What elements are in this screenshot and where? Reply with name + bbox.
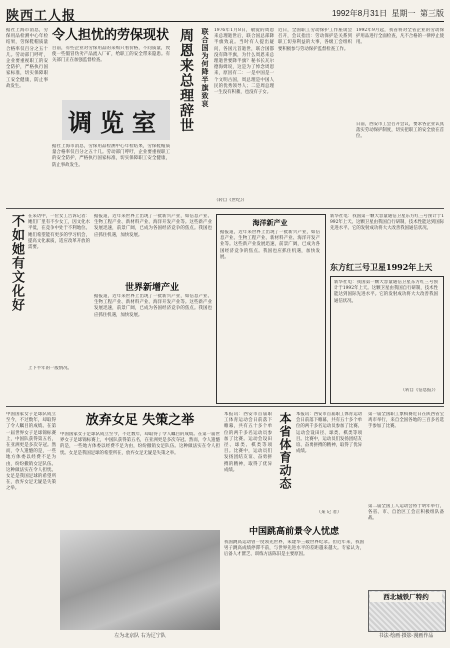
bottom-right-column-b: 第二届全国工人运动会将于明年举行，各省、市、自治区工会正积极组队备战。 [368,504,444,522]
zhou-enlai-body: 1976年1月8日，敬爱的周恩来总理逝世后，联合国总部降半旗致哀。当时有人提出疑问，各国元首逝世，联合国都没有降半旗，为什么周恩来总理逝世要降半旗？秘书长瓦尔德海姆说，这是为了悼念周恩来，原因有二：一是中国是一个文明古国，周总理是中国人民的优秀领导人；二是周总理一生没有积蓄，也没有子女。 [214,28,274,96]
ocean-industry-body: 据报道，近年来世界上出现了一批新兴产业，如信息产业、生物工程产业、新材料产业、海洋开发产业等。这些新产业发展迅速，前景广阔，已成为各国经济竞争的焦点。我国也应抓住机遇，加快发展。 [220,230,320,260]
page-number: 第三版 [420,9,444,18]
sports-news-body: 本报讯：西安市首届职工体育运动会日前落下帷幕，共有五十多个单位的两千多名运动员参加了比赛。运动会设田径、球类、棋类等项目。比赛中，运动员们发扬团结友谊、奋勇拼搏的精神，取得了优异成绩。 [296,412,362,455]
masthead-meta [332,8,444,19]
satellite-intro-body: 新华社电：我国第一颗大容量通信卫星东方红三号预计于1992年上天。这颗卫星由我国自行研制，技术性能达到国际先进水平。它的发射成功将大大改善我国通信状况。 [330,214,444,232]
new-industries-body: 据报道，近年来世界上出现了一批新兴产业，如信息产业、生物工程产业、新材料产业、海洋开发产业等。这些新产业发展迅速，前景广阔，已成为各国经济竞争的焦点。我国也应抓住机遇，加快发展。 [94,294,212,318]
sponsor-ad-caption: 书法·绘画·摄影·漫画作品 [378,633,434,639]
bottom-right-column-a: 第一届全国职工象棋赛近日在陕西省宝鸡市举行，来自全国各地的三百多名选手参加了比赛。 [368,412,444,430]
satellite-byline: （转自《信息报》） [400,388,438,393]
top-right-column-c: 日前，西安市工会召开会议，要求各企业认真落实劳动保护制度，切实把职工的安全放在首位。 [356,122,444,140]
section-divider-top [6,208,444,209]
reading-room-banner: 调览室 [62,100,170,140]
culture-body: 在采访中，一位女工告诉记者：她们厂里有不少女工，因文化水平低，在竞争中处于不利地位。她们希望能有更多的学习机会，提高文化素质，适应改革开放的需要。 [28,214,90,251]
sports-news-column-a: 本报讯：西安市首届职工体育运动会日前落下帷幕，共有五十多个单位的两千多名运动员参加了比赛。运动会设田径、球类、棋类等项目。比赛中，运动员们发扬团结友谊、奋勇拼搏的精神，取得了优异成绩。 [224,412,272,473]
ocean-industry-subheadline: 海洋新产业 [252,218,288,227]
sports-vertical-headline: 本省体育动态 [278,412,292,490]
football-photo-caption: 左为北京队 右为辽宁队 [114,633,166,639]
sports-news-byline: （某 记 者） [316,510,342,515]
section-divider-middle [6,406,444,407]
industry-intro-body: 据报道，近年来世界上出现了一批新兴产业，如信息产业、生物工程产业、新材料产业、海洋开发产业等。这些新产业发展迅速，前景广阔，已成为各国经济竞争的焦点。我国也应抓住机遇，加快发展。 [94,214,212,238]
top-right-column-b: 1992年9月起，我省将对全省企业的劳动保护用品进行全面检查，凡不合格的一律停止使用。 [356,28,444,46]
masthead [6,5,444,22]
top-left-column-a: 据社上海市消息，劳保用品检测中心年检结果，劳保鞋帽质量合格率仅百分之五十几。劳动部门呼吁，企业要重视职工的安全防护，严格执行国家标准，切实保障职工安全健康，防止事故发生。 [6,28,48,89]
high-jump-headline: 中国跳高前景令人忧虑 [248,527,339,536]
newspaper-name: 陕西工人报 [6,9,77,24]
satellite-headline: 东方红三号卫星1992年上天 [330,262,433,272]
worker-safety-headline: 令人担忧的劳保现状 [52,28,170,43]
issue-weekday: 星期一 [391,9,416,18]
football-match-photo [60,530,220,630]
culture-note: 上下半年的一般情况。 [28,366,72,371]
new-industries-headline: 世界新增产业 [124,283,179,292]
zhou-enlai-vertical-headline: 周恩来总理辞世 [178,28,194,133]
worker-safety-body: 目前，有些企业对劳保用品的采购只看价格，不问质量，致使一些假冒伪劣产品流入厂矿，给职工的安全带来隐患。有关部门正在加强监督检查。 [52,46,170,64]
satellite-body: 新华社电：我国第一颗大容量通信卫星东方红三号预计于1992年上天。这颗卫星由我国自行研制，技术性能达到国际先进水平。它的发射成功将大大改善我国通信状况。 [334,280,438,304]
reading-room-body: 据社上海市消息，劳保用品检测中心年检结果，劳保鞋帽质量合格率仅百分之五十几。劳动部门呼吁，企业要重视职工的安全防护，严格执行国家标准，切实保障职工安全健康，防止事故发生。 [52,144,170,168]
culture-vertical-headline: 不如她有文化好 [9,214,24,312]
high-jump-body: 我国跳高运动曾一度领先世界，朱建华三破世界纪录。但近年来，我国男子跳高成绩停滞不前，与世界先进水平的差距越来越大。专家认为，后备人才匮乏、训练方法陈旧是主要原因。 [224,540,364,558]
sponsor-ad-label: 西北城铁厂特约 [370,592,442,602]
womens-football-headline: 放弃女足 失策之举 [85,413,195,428]
womens-football-column-a: 中国国家女子足球队成立至今，不过数年，却取得了令人瞩目的成绩。在第一届世界女子足球锦标赛上，中国队获得第五名，在亚洲更是多次夺冠。然而，令人遗憾的是，一些地方体委以经费不足为由，纷纷撤销女足队伍。这种做法实在令人担忧。女足是我国足球的希望所在，放弃女足无疑是失策之举。 [6,412,56,492]
un-flag-subheadline: 联合国为何降半旗致哀 [201,28,210,108]
womens-football-body: 中国国家女子足球队成立至今，不过数年，却取得了令人瞩目的成绩。在第一届世界女子足球锦标赛上，中国队获得第五名，在亚洲更是多次夺冠。然而，令人遗憾的是，一些地方体委以经费不足为由，纷纷撤销女足队伍。这种做法实在令人担忧。女足是我国足球的希望所在，放弃女足无疑是失策之举。 [60,432,220,456]
top-right-column-a: 近日，全国职工劳动保护工作座谈会召开，会议指出：劳动保护是关系到职工切身利益的大事，各级工会组织要积极参与劳动保护监督检查工作。 [278,28,352,52]
issue-date: 1992年8月31日 [331,9,388,18]
zhou-enlai-byline: （转自《世纪》） [214,198,247,203]
